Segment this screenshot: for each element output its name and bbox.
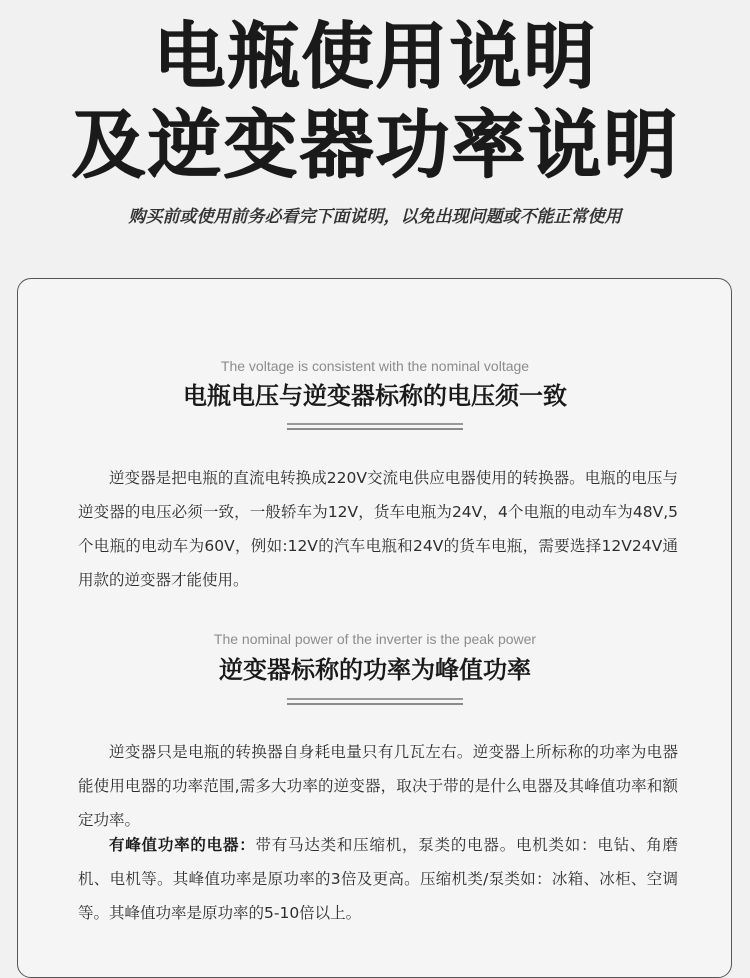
section-1-heading: 电瓶电压与逆变器标称的电压须一致	[183, 382, 567, 410]
section-1-paragraph: 逆变器是把电瓶的直流电转换成220V交流电供应电器使用的转换器。电瓶的电压与逆变器的电压必须一致，一般轿车为12V，货车电瓶为24V，4个电瓶的电动车为48V,5个电瓶的电动车为60V，例如:12V的汽车电瓶和24V的货车电瓶，需要选择12V24V通用款的逆变器才能使用。	[78, 469, 678, 589]
peak-power-label: 有峰值功率的电器：	[109, 836, 256, 854]
peak-power-text: 带有马达类和压缩机，泵类的电器。电机类如：电钻、角磨机、电机等。其峰值功率是原功率的3倍及更高。压缩机类/泵类如：冰箱、冰柜、空调等。其峰值功率是原功率的5-10倍以上。	[78, 836, 678, 922]
section-1-divider	[287, 423, 463, 430]
page-title-line-2: 及逆变器功率说明	[71, 102, 679, 188]
section-2-heading: 逆变器标称的功率为峰值功率	[219, 656, 531, 684]
section-2-english-heading: The nominal power of the inverter is the peak power	[213, 631, 537, 647]
section-2-divider	[287, 698, 463, 705]
page-title-line-1: 电瓶使用说明	[152, 14, 597, 98]
page-subtitle: 购买前或使用前务必看完下面说明，以免出现问题或不能正常使用	[128, 207, 622, 227]
section-2-paragraph: 逆变器只是电瓶的转换器自身耗电量只有几瓦左右。逆变器上所标称的功率为电器能使用电器的功率范围,需多大功率的逆变器，取决于带的是什么电器及其峰值功率和额定功率。	[78, 743, 678, 829]
section-1-english-heading: The voltage is consistent with the nominal voltage	[220, 358, 530, 374]
section-2-peak-power-note	[78, 828, 678, 930]
